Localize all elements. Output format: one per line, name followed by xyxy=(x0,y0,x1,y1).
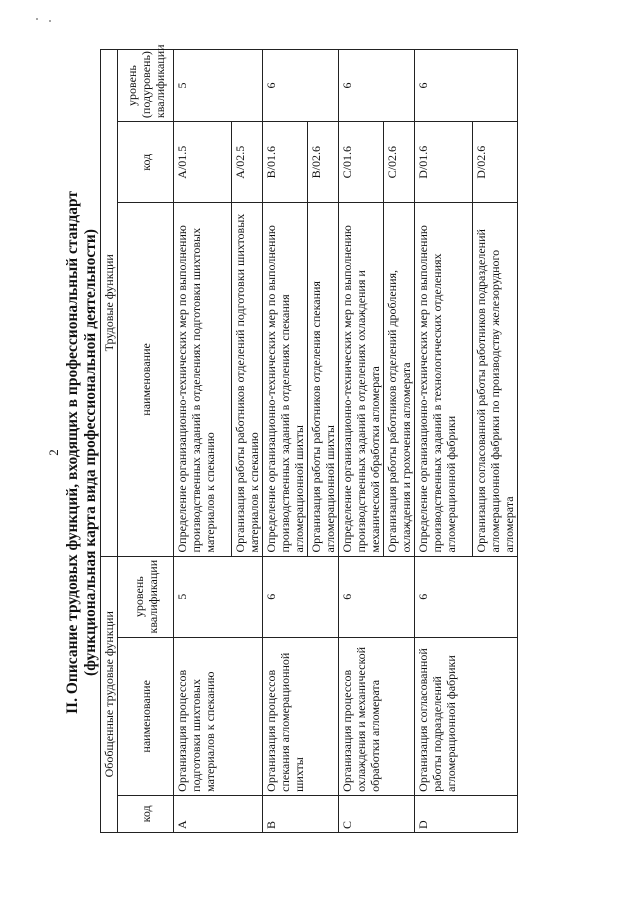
tf-code: C/02.6 xyxy=(384,122,415,203)
header-generalized: Обобщенные трудовые функции xyxy=(101,556,118,832)
header-name: наименование xyxy=(118,637,174,795)
gtf-level: 5 xyxy=(174,556,263,637)
tf-level: 6 xyxy=(263,50,339,122)
table-row xyxy=(263,50,308,833)
tf-code: B/02.6 xyxy=(308,122,339,203)
tf-name: Организация работы работников отделений подготовки шихтовых материалов к спеканию xyxy=(232,203,263,556)
section-title xyxy=(64,0,100,905)
gtf-level: 6 xyxy=(263,556,339,637)
tf-code: C/01.6 xyxy=(339,122,384,203)
header-code: код xyxy=(118,795,174,832)
tf-name: Определение организационно-технических мер по выполнению производственных заданий в отделениях охлаждения и механической обработки агломерата xyxy=(339,203,384,556)
tf-name: Организация работы работников отделения спекания агломерационной шихты xyxy=(308,203,339,556)
table-row xyxy=(415,50,473,833)
gtf-name: Организация процессов спекания агломерационной шихты xyxy=(263,637,339,795)
tf-name: Определение организационно-технических мер по выполнению производственных заданий в отделениях подготовки шихтовых материалов к спеканию xyxy=(174,203,232,556)
tf-code: B/01.6 xyxy=(263,122,308,203)
tf-name: Определение организационно-технических мер по выполнению производственных заданий в отделениях спекания агломерационной шихты xyxy=(263,203,308,556)
tf-code: A/02.5 xyxy=(232,122,263,203)
gtf-name: Организация процессов подготовки шихтовых материалов к спеканию xyxy=(174,637,263,795)
page-number: 2 xyxy=(46,449,61,456)
gtf-level: 6 xyxy=(339,556,415,637)
header-tf-name: наименование xyxy=(118,203,174,556)
header-functions: Трудовые функции xyxy=(101,50,118,557)
gtf-level: 6 xyxy=(415,556,518,637)
title-line-2: (функциональная карта вида профессиональной деятельности) xyxy=(82,229,99,676)
header-tf-level: уровень (подуровень) квалификации xyxy=(118,50,174,122)
gtf-code: A xyxy=(174,795,263,832)
header-tf-code: код xyxy=(118,122,174,203)
tf-name: Определение организационно-технических мер по выполнению производственных заданий в технологических отделениях агломерационной фабрики xyxy=(415,203,473,556)
tf-code: D/02.6 xyxy=(473,122,518,203)
header-level: уровень квалификации xyxy=(118,556,174,637)
gtf-name: Организация согласованной работы подразделений агломерационной фабрики xyxy=(415,637,518,795)
tf-level: 6 xyxy=(415,50,518,122)
tf-name: Организация работы работников отделений дробления, охлаждения и грохочения агломерата xyxy=(384,203,415,556)
gtf-code: D xyxy=(415,795,518,832)
table-row xyxy=(174,50,232,833)
table-row xyxy=(339,50,384,833)
header-group-row xyxy=(101,50,118,833)
title-line-1: II. Описание трудовых функций, входящих в профессиональный стандарт xyxy=(64,191,81,714)
tf-code: A/01.5 xyxy=(174,122,232,203)
gtf-code: B xyxy=(263,795,339,832)
tf-code: D/01.6 xyxy=(415,122,473,203)
tf-level: 6 xyxy=(339,50,415,122)
gtf-name: Организация процессов охлаждения и механической обработки агломерата xyxy=(339,637,415,795)
tf-level: 5 xyxy=(174,50,263,122)
tf-name: Организация согласованной работы работников подразделений агломерационной фабрики по производству железорудного агломерата xyxy=(473,203,518,556)
gtf-code: C xyxy=(339,795,415,832)
functional-map-table xyxy=(100,44,518,833)
header-row xyxy=(118,50,174,833)
